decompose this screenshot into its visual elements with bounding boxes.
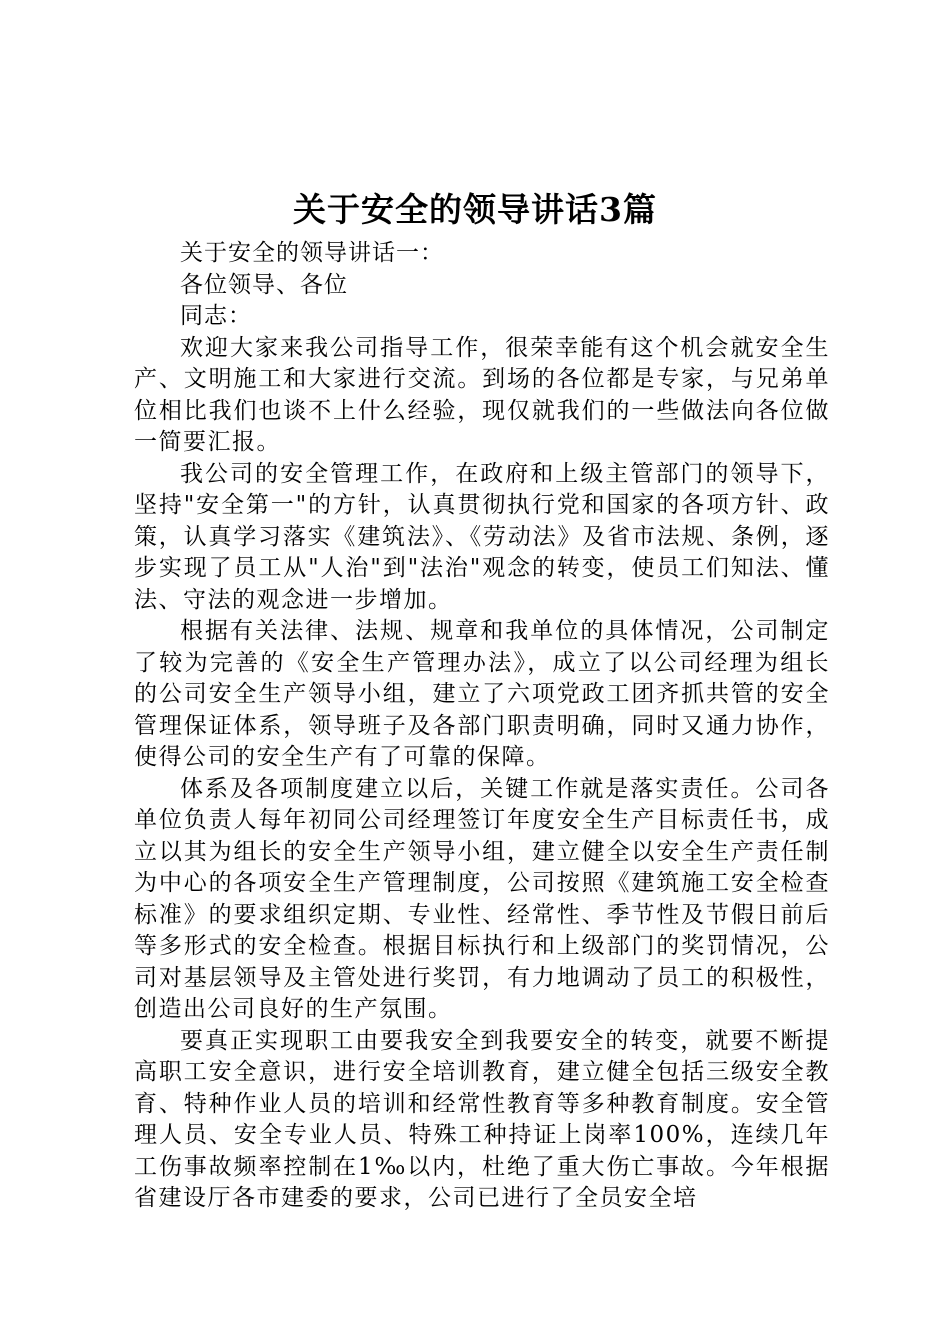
paragraph-welcome: 欢迎大家来我公司指导工作，很荣幸能有这个机会就安全生产、文明施工和大家进行交流。到场的各位都是专家，与兄弟单位相比我们也谈不上什么经验，现仅就我们的一些做法向各位做一简要汇报。 (134, 334, 830, 455)
paragraph-responsibility: 体系及各项制度建立以后，关键工作就是落实责任。公司各单位负责人每年初同公司经理签订年度安全生产目标责任书，成立以其为组长的安全生产领导小组，建立健全以安全生产责任制为中心的各项安全生产管理制度，公司按照《建筑施工安全检查标准》的要求组织定期、专业性、经常性、季节性及节假日前后等多形式的安全检查。根据目标执行和上级部门的奖罚情况，公司对基层领导及主管处进行奖罚，有力地调动了员工的积极性，创造出公司良好的生产氛围。 (134, 775, 830, 1022)
document-body (134, 238, 830, 1215)
paragraph-speech-heading: 关于安全的领导讲话一： (180, 240, 444, 266)
paragraph-salutation: 各位领导、各位 (180, 271, 348, 298)
paragraph-training: 要真正实现职工由要我安全到我要安全的转变，就要不断提高职工安全意识，进行安全培训教育，建立健全包括三级安全教育、特种作业人员的培训和经常性教育等多种教育制度。安全管理人员、安全专业人员、特殊工种持证上岗率100%，连续几年工伤事故频率控制在1‰以内，杜绝了重大伤亡事故。今年根据省建设厅各市建委的要求，公司已进行了全员安全培 (134, 1027, 830, 1211)
paragraph-salutation-continued: 同志： (180, 303, 252, 329)
paragraph-regulations: 根据有关法律、法规、规章和我单位的具体情况，公司制定了较为完善的《安全生产管理办法》，成立了以公司经理为组长的公司安全生产领导小组，建立了六项党政工团齐抓共管的安全管理保证体系，领导班子及各部门职责明确，同时又通力协作，使得公司的安全生产有了可靠的保障。 (134, 618, 830, 770)
document-title: 关于安全的领导讲话3篇 (293, 190, 657, 229)
paragraph-safety-management: 我公司的安全管理工作，在政府和上级主管部门的领导下，坚持"安全第一"的方针，认真贯彻执行党和国家的各项方针、政策，认真学习落实《建筑法》、《劳动法》及省市法规、条例，逐步实现了员工从"人治"到"法治"观念的转变，使员工们知法、懂法、守法的观念进一步增加。 (134, 460, 830, 613)
